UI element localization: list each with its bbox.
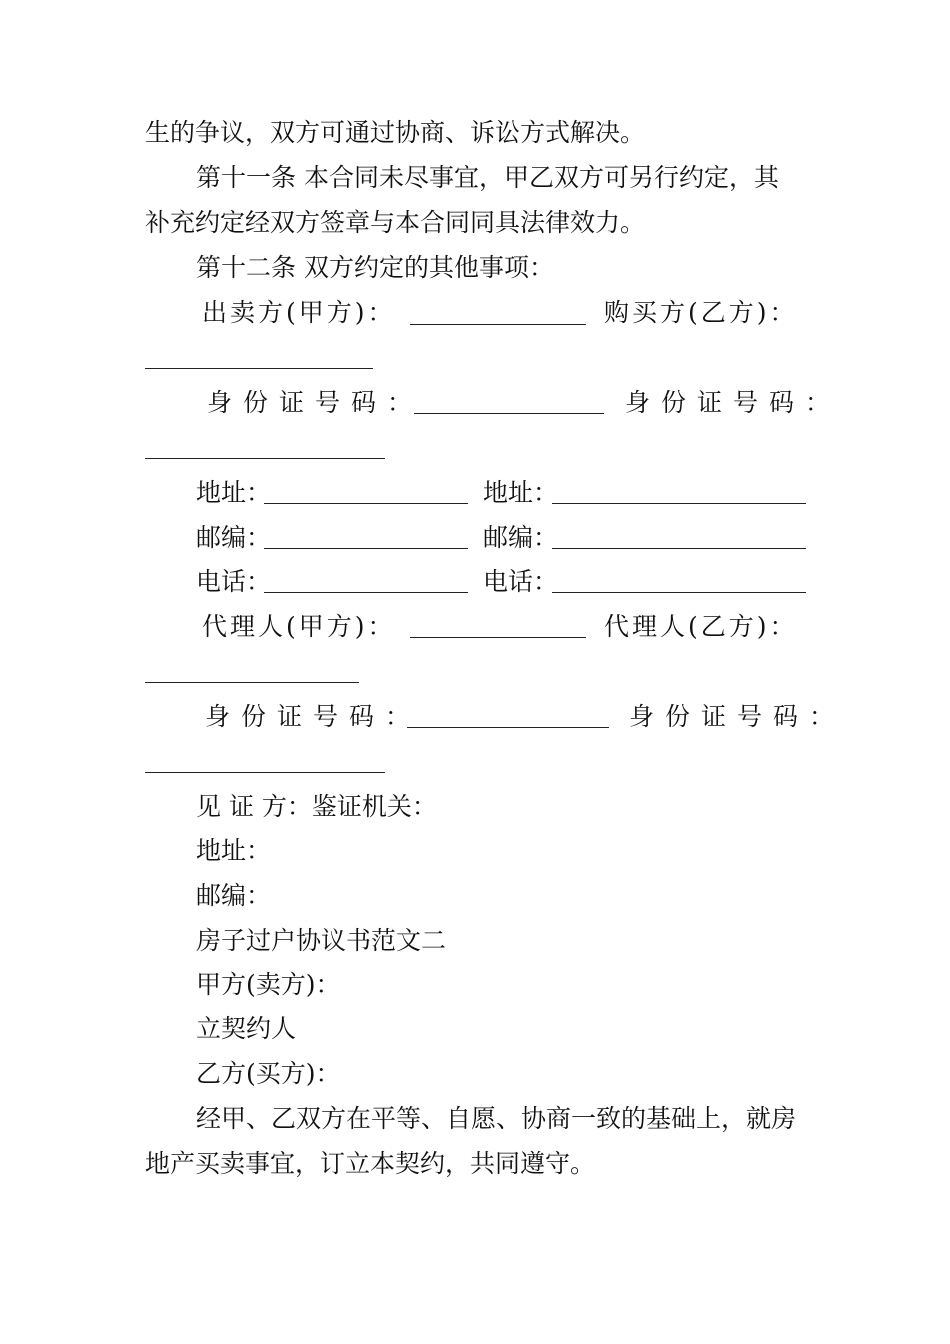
article-11-line-2: 补充约定经双方签章与本合同同具法律效力。: [145, 208, 646, 237]
buyer-address-label: 地址：: [483, 478, 559, 507]
party-a-label: 甲方(卖方)：: [196, 970, 341, 999]
agent-a-id-label: 身份证号码：: [205, 702, 422, 731]
paragraph-dispute-resolution: 生的争议，双方可通过协商、诉讼方式解决。: [145, 118, 646, 147]
buyer-postcode-blank-line: [552, 548, 806, 549]
agent-b-blank-line: [145, 682, 359, 683]
witness-postcode-label: 邮编：: [196, 881, 272, 910]
witness-label: 见 证 方：鉴证机关：: [196, 792, 437, 821]
buyer-id-blank-line: [145, 458, 385, 459]
article-11-line-1: 第十一条 本合同未尽事宜，甲乙双方可另行约定，其: [196, 163, 779, 192]
seller-id-label: 身份证号码：: [207, 388, 424, 417]
seller-postcode-label: 邮编：: [196, 523, 272, 552]
agreement-paragraph-line-2: 地产买卖事宜，订立本契约，共同遵守。: [145, 1149, 596, 1178]
buyer-label: 购买方(乙方)：: [604, 298, 798, 327]
buyer-phone-blank-line: [552, 592, 806, 593]
buyer-phone-label: 电话：: [483, 567, 559, 596]
party-b-label: 乙方(买方)：: [196, 1059, 341, 1088]
seller-address-label: 地址：: [196, 478, 272, 507]
buyer-postcode-label: 邮编：: [483, 523, 559, 552]
seller-id-blank-line: [414, 413, 604, 414]
seller-phone-label: 电话：: [196, 567, 272, 596]
agent-a-id-blank-line: [407, 727, 609, 728]
buyer-address-blank-line: [552, 503, 806, 504]
article-12-title: 第十二条 双方约定的其他事项：: [196, 253, 554, 282]
witness-address-label: 地址：: [196, 836, 272, 865]
agent-b-id-label: 身份证号码：: [629, 702, 846, 731]
buyer-blank-line: [145, 368, 373, 369]
seller-postcode-blank-line: [264, 548, 468, 549]
agent-a-blank-line: [410, 637, 586, 638]
seller-blank-line: [410, 324, 586, 325]
agent-b-id-blank-line: [145, 772, 385, 773]
seller-address-blank-line: [264, 503, 468, 504]
contractor-label: 立契约人: [196, 1014, 297, 1043]
buyer-id-label: 身份证号码：: [625, 388, 842, 417]
agent-b-label: 代理人(乙方)：: [604, 612, 798, 641]
agent-a-label: 代理人(甲方)：: [202, 612, 396, 641]
agreement-paragraph-line-1: 经甲、乙双方在平等、自愿、协商一致的基础上，就房: [196, 1104, 797, 1133]
seller-label: 出卖方(甲方)：: [202, 298, 396, 327]
seller-phone-blank-line: [264, 592, 468, 593]
sample-two-title: 房子过户协议书范文二: [196, 926, 447, 955]
